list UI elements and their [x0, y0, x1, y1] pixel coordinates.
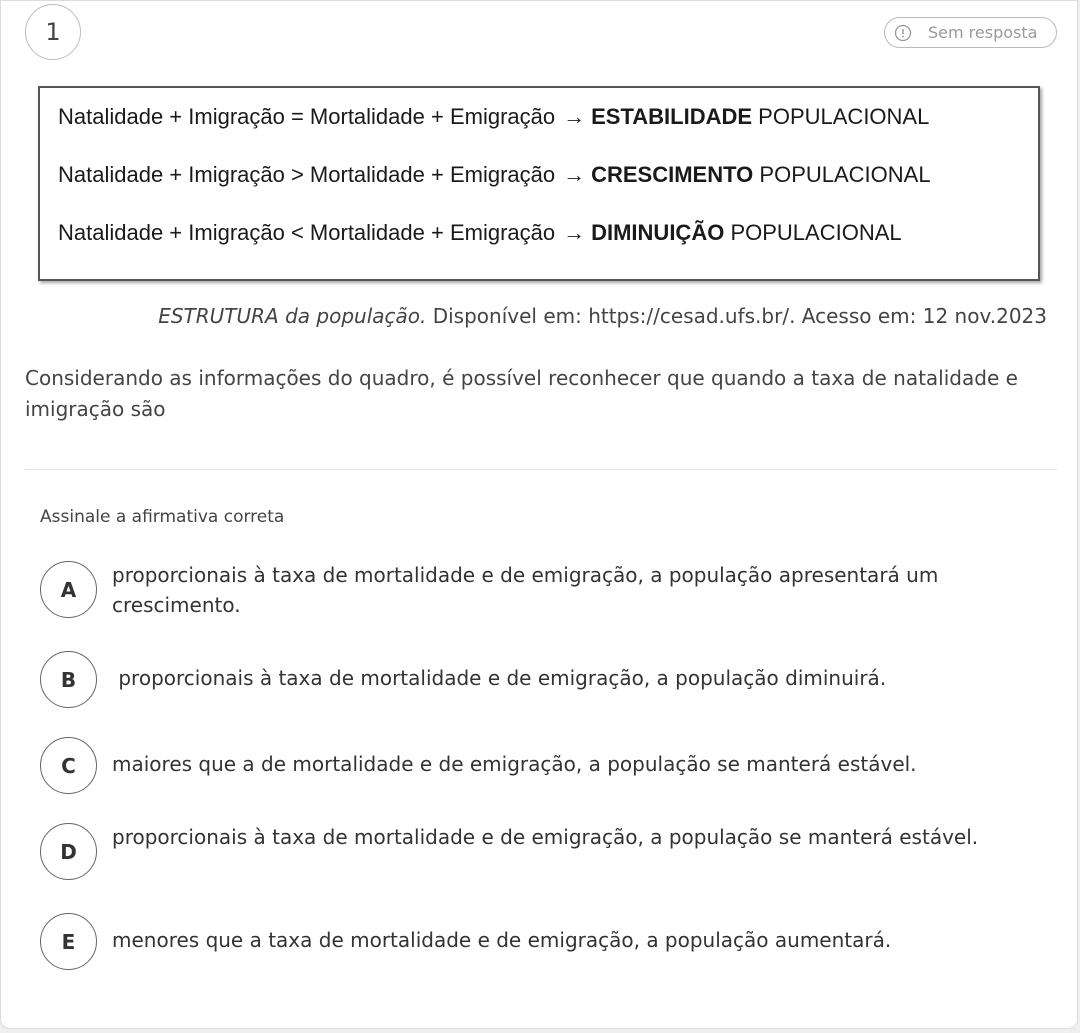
status-badge: [884, 17, 1057, 48]
option-letter[interactable]: A: [40, 561, 97, 618]
divider: [25, 469, 1057, 470]
option-text[interactable]: proporcionais à taxa de mortalidade e de emigração, a população apresentará um crescimento.: [112, 563, 939, 617]
instruction-text: Assinale a afirmativa correta: [40, 507, 285, 527]
equation-row-growth: [58, 162, 931, 188]
equation-row-stability: [58, 104, 929, 130]
option-text[interactable]: proporcionais à taxa de mortalidade e de emigração, a população diminuirá.: [112, 666, 887, 690]
equation-left: Natalidade + Imigração < Mortalidade + Emigração: [58, 220, 556, 245]
question-stem: Considerando as informações do quadro, é possível reconhecer que quando a taxa de natalidade e imigração são: [25, 366, 1018, 421]
option-letter[interactable]: B: [40, 651, 97, 708]
option-text[interactable]: proporcionais à taxa de mortalidade e de emigração, a população se manterá estável.: [112, 825, 979, 849]
option-text[interactable]: maiores que a de mortalidade e de emigração, a população se manterá estável.: [112, 752, 917, 776]
arrow-right-icon: →: [563, 104, 586, 129]
population-equation-figure: [38, 86, 1040, 281]
option-letter[interactable]: D: [40, 823, 97, 880]
equation-result-rest: POPULACIONAL: [759, 162, 931, 187]
figure-source: [158, 304, 1047, 328]
option-letter[interactable]: C: [40, 737, 97, 794]
alert-circle-icon: [894, 24, 912, 42]
equation-result-bold: CRESCIMENTO: [591, 162, 754, 187]
equation-result-rest: POPULACIONAL: [730, 220, 902, 245]
source-title: ESTRUTURA da população.: [158, 304, 427, 328]
source-details: Disponível em: https://cesad.ufs.br/. Acesso em: 12 nov.2023: [432, 304, 1047, 328]
question-number: 1: [25, 4, 81, 60]
arrow-right-icon: →: [563, 162, 586, 187]
option-letter[interactable]: E: [40, 913, 97, 970]
status-label: Sem resposta: [928, 23, 1038, 42]
equation-result-bold: ESTABILIDADE: [591, 104, 753, 129]
arrow-right-icon: →: [563, 220, 586, 245]
equation-result-rest: POPULACIONAL: [758, 104, 930, 129]
equation-row-decrease: [58, 220, 902, 246]
option-text[interactable]: menores que a taxa de mortalidade e de emigração, a população aumentará.: [112, 928, 892, 952]
equation-left: Natalidade + Imigração > Mortalidade + Emigração: [58, 162, 556, 187]
equation-result-bold: DIMINUIÇÃO: [591, 220, 725, 245]
equation-left: Natalidade + Imigração = Mortalidade + Emigração: [58, 104, 556, 129]
